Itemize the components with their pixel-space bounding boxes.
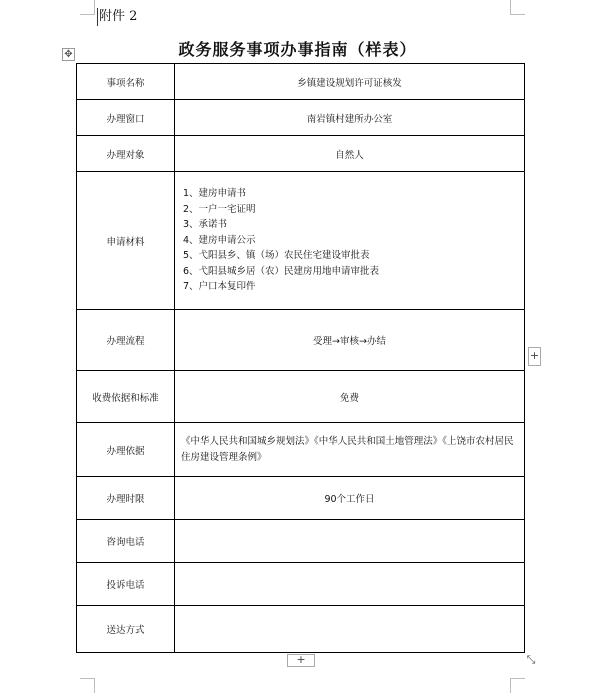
list-item: 4、建房申请公示 [183, 234, 256, 246]
label-window[interactable]: 办理窗口 [77, 100, 175, 136]
page-corner-mark-bottom-left [80, 678, 95, 693]
value-basis[interactable]: 《中华人民共和国城乡规划法》《中华人民共和国土地管理法》《上饶市农村居民住房建设管理条例》 [175, 423, 525, 477]
document-title[interactable]: 政务服务事项办事指南（样表） [178, 40, 417, 59]
label-process[interactable]: 办理流程 [77, 310, 175, 371]
label-basis[interactable]: 办理依据 [77, 423, 175, 477]
table-resize-icon[interactable]: ⤡ [526, 653, 536, 666]
value-consult-phone[interactable] [175, 520, 525, 563]
table-row [77, 563, 525, 606]
label-item-name[interactable]: 事项名称 [77, 64, 175, 100]
table-row [77, 477, 525, 520]
add-column-plus-icon[interactable]: + [287, 654, 315, 667]
list-item: 2、一户一宅证明 [183, 203, 256, 215]
table-row [77, 64, 525, 100]
table-row [77, 606, 525, 653]
label-materials[interactable]: 申请材料 [77, 172, 175, 310]
value-complaint-phone[interactable] [175, 563, 525, 606]
value-materials[interactable] [175, 172, 525, 310]
page-corner-mark-bottom-right [510, 678, 525, 693]
table-row [77, 520, 525, 563]
value-item-name[interactable]: 乡镇建设规划许可证核发 [175, 64, 525, 100]
value-window[interactable]: 南岩镇村建所办公室 [175, 100, 525, 136]
label-target[interactable]: 办理对象 [77, 136, 175, 172]
page-corner-mark-top-left [80, 0, 95, 15]
attachment-label[interactable]: 附件 2 [99, 9, 138, 24]
table-row [77, 172, 525, 310]
table-row [77, 310, 525, 371]
label-delivery[interactable]: 送达方式 [77, 606, 175, 653]
table-row [77, 136, 525, 172]
value-target[interactable]: 自然人 [175, 136, 525, 172]
label-complaint-phone[interactable]: 投诉电话 [77, 563, 175, 606]
list-item: 6、弋阳县城乡居（农）民建房用地申请审批表 [183, 265, 380, 277]
value-time-limit[interactable]: 90个工作日 [175, 477, 525, 520]
list-item: 1、建房申请书 [183, 188, 247, 200]
value-fee[interactable]: 免费 [175, 371, 525, 423]
list-item: 7、户口本复印件 [183, 281, 256, 293]
value-delivery[interactable] [175, 606, 525, 653]
page-corner-mark-top-right [510, 0, 525, 15]
label-consult-phone[interactable]: 咨询电话 [77, 520, 175, 563]
service-guide-table [76, 63, 525, 653]
table-row [77, 100, 525, 136]
table-row [77, 423, 525, 477]
table-move-handle-icon[interactable]: ✥ [62, 48, 75, 61]
list-item: 5、弋阳县乡、镇（场）农民住宅建设审批表 [183, 250, 370, 262]
value-process[interactable]: 受理→审核→办结 [175, 310, 525, 371]
table-row [77, 371, 525, 423]
label-fee[interactable]: 收费依据和标准 [77, 371, 175, 423]
add-row-plus-icon[interactable]: + [528, 347, 541, 366]
list-item: 3、承诺书 [183, 219, 228, 231]
materials-list [179, 186, 520, 295]
label-time-limit[interactable]: 办理时限 [77, 477, 175, 520]
